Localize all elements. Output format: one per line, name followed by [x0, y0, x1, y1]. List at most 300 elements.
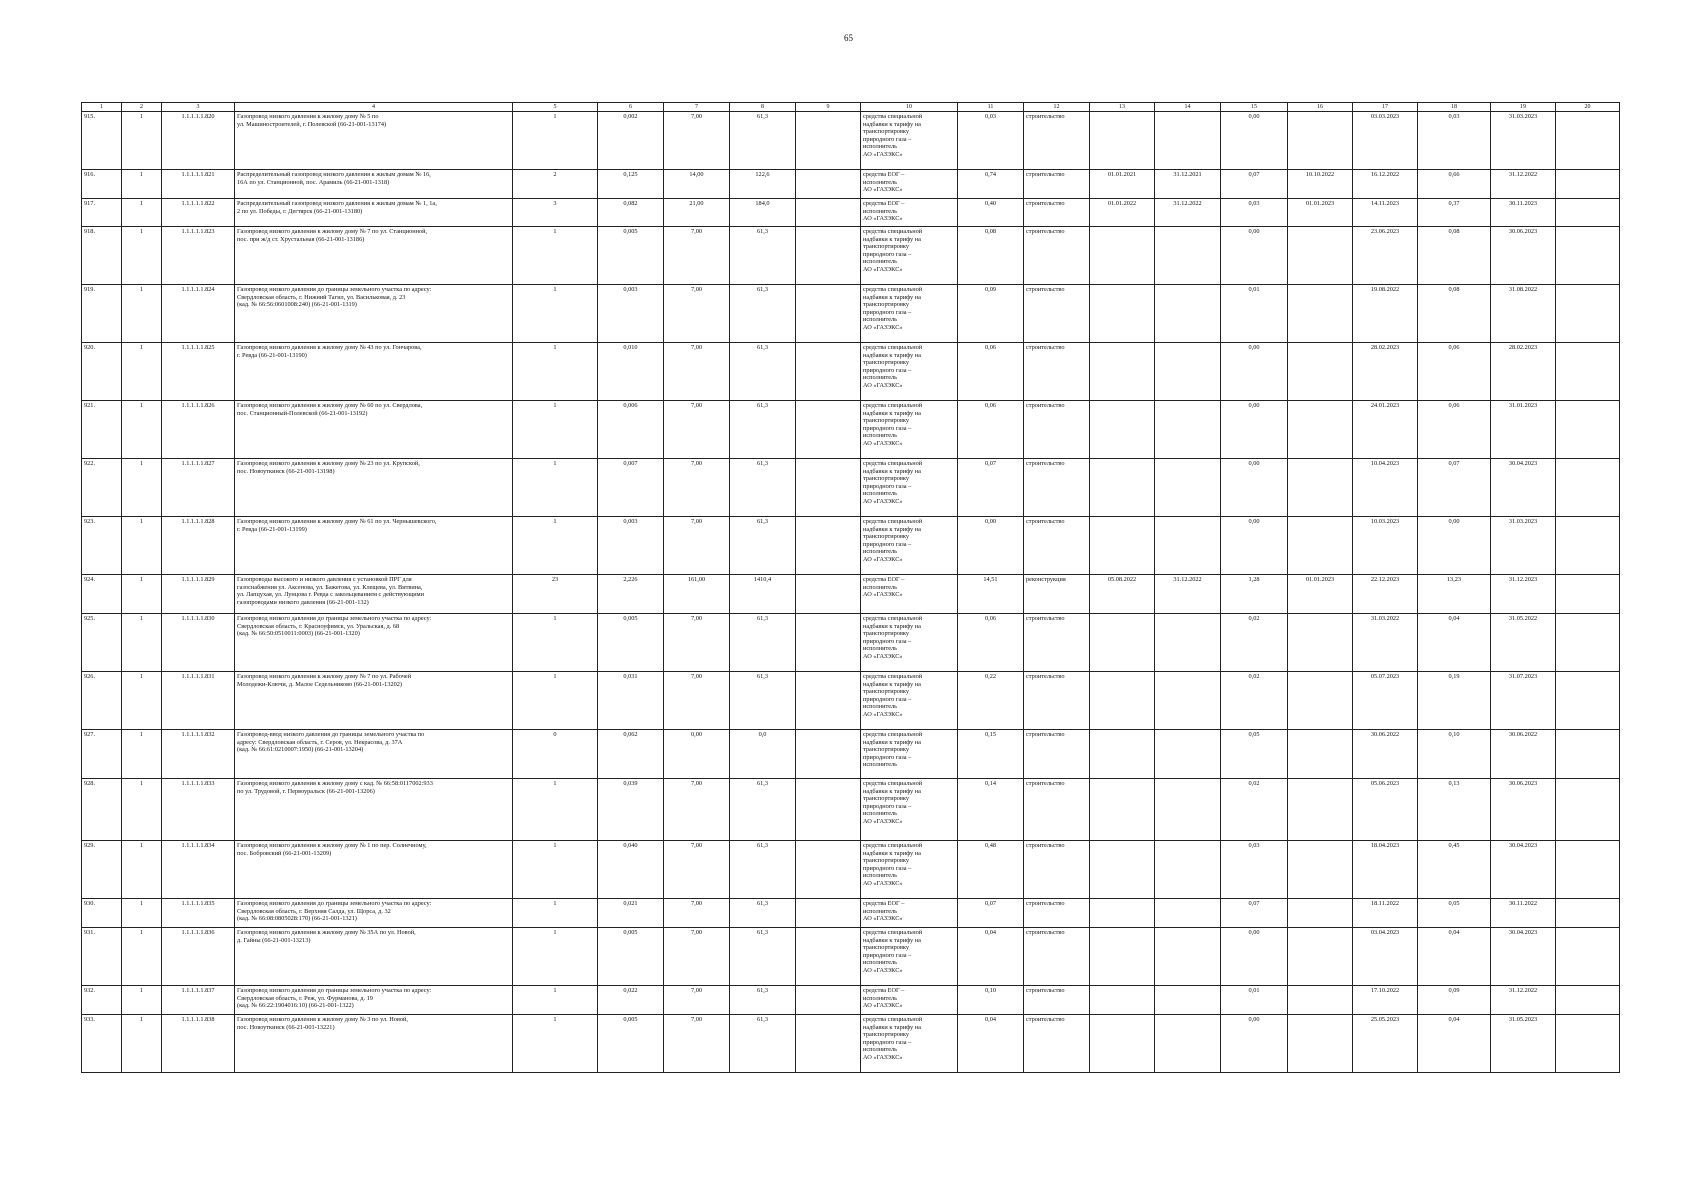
- table-row: [82, 1015, 1620, 1073]
- cell-c16: [1288, 1015, 1353, 1073]
- cell-c13: [1090, 459, 1155, 517]
- cell-type: строительство: [1024, 285, 1090, 343]
- cell-c7: 7,00: [664, 517, 730, 575]
- column-header-19: 19: [1491, 103, 1556, 112]
- cell-c13: [1090, 401, 1155, 459]
- cell-c13: [1090, 1015, 1155, 1073]
- cell-c8: 61,3: [730, 343, 796, 401]
- cell-name: Газопровод низкого давления к жилому дому № 7 по ул. Рабочей Молодежи-Ключи, д. Малое Седельниково (66-21-001-13202): [235, 672, 513, 730]
- cell-type: строительство: [1024, 227, 1090, 285]
- cell-code: 1.1.1.1.1.828: [162, 517, 235, 575]
- cell-type: строительство: [1024, 614, 1090, 672]
- table-row: [82, 841, 1620, 899]
- cell-c16: [1288, 227, 1353, 285]
- cell-n: 928.: [82, 779, 122, 841]
- cell-c5: 23: [513, 575, 598, 614]
- cell-c11: 0,06: [958, 614, 1024, 672]
- cell-type: строительство: [1024, 986, 1090, 1015]
- cell-n: 924.: [82, 575, 122, 614]
- investment-program-table: [81, 102, 1620, 1073]
- cell-c15: 0,02: [1221, 779, 1288, 841]
- cell-c11: 0,22: [958, 672, 1024, 730]
- cell-src: средства специальной надбавки к тарифу на транспортировку природного газа – исполнитель АО «ГАЗЭКС»: [861, 841, 958, 899]
- cell-c20: [1556, 899, 1620, 928]
- page-number: 65: [844, 33, 853, 43]
- cell-name: Газопровод низкого давления к жилому дому № 60 по ул. Свердлова, пос. Станционный-Полевской (66-21-001-13192): [235, 401, 513, 459]
- cell-c17: 18.11.2022: [1353, 899, 1418, 928]
- table-row: [82, 459, 1620, 517]
- table-row: [82, 199, 1620, 227]
- cell-c15: 0,02: [1221, 614, 1288, 672]
- cell-c13: [1090, 986, 1155, 1015]
- cell-c5: 1: [513, 459, 598, 517]
- cell-c11: 0,04: [958, 1015, 1024, 1073]
- cell-c13: [1090, 672, 1155, 730]
- cell-c7: 7,00: [664, 112, 730, 170]
- cell-c16: [1288, 899, 1353, 928]
- table-body: [82, 103, 1620, 1073]
- cell-c20: [1556, 986, 1620, 1015]
- cell-c11: 0,08: [958, 227, 1024, 285]
- cell-c8: 122,6: [730, 170, 796, 199]
- cell-c19: 31.05.2022: [1491, 614, 1556, 672]
- cell-c11: 0,04: [958, 928, 1024, 986]
- cell-c19: 30.06.2023: [1491, 779, 1556, 841]
- cell-c9: [796, 517, 861, 575]
- cell-c2: 1: [122, 928, 162, 986]
- cell-c16: [1288, 841, 1353, 899]
- column-header-12: 12: [1024, 103, 1090, 112]
- cell-c15: 0,00: [1221, 112, 1288, 170]
- column-header-10: 10: [861, 103, 958, 112]
- cell-type: строительство: [1024, 730, 1090, 779]
- cell-src: средства ЕОГ – исполнитель АО «ГАЗЭКС»: [861, 199, 958, 227]
- cell-c7: 7,00: [664, 614, 730, 672]
- cell-code: 1.1.1.1.1.831: [162, 672, 235, 730]
- column-header-8: 8: [730, 103, 796, 112]
- cell-n: 920.: [82, 343, 122, 401]
- cell-c9: [796, 1015, 861, 1073]
- cell-n: 915.: [82, 112, 122, 170]
- cell-name: Газопровод низкого давления до границы земельного участка по адресу: Свердловская область, г. Нижний Тагил, ул. Васильковая, д. 23 (кад. № 66:56:0601008:240) (66-21-001-1319): [235, 285, 513, 343]
- cell-c20: [1556, 779, 1620, 841]
- cell-c11: 0,74: [958, 170, 1024, 199]
- cell-code: 1.1.1.1.1.825: [162, 343, 235, 401]
- column-header-4: 4: [235, 103, 513, 112]
- cell-c15: 0,00: [1221, 401, 1288, 459]
- cell-c6: 0,006: [598, 401, 664, 459]
- cell-code: 1.1.1.1.1.820: [162, 112, 235, 170]
- cell-c17: 31.03.2022: [1353, 614, 1418, 672]
- cell-type: строительство: [1024, 779, 1090, 841]
- cell-c17: 10.03.2023: [1353, 517, 1418, 575]
- cell-c20: [1556, 730, 1620, 779]
- cell-c18: 0,13: [1418, 779, 1491, 841]
- cell-c8: 1410,4: [730, 575, 796, 614]
- cell-src: средства специальной надбавки к тарифу на транспортировку природного газа – исполнитель АО «ГАЗЭКС»: [861, 1015, 958, 1073]
- cell-c6: 0,002: [598, 112, 664, 170]
- cell-src: средства специальной надбавки к тарифу на транспортировку природного газа – исполнитель АО «ГАЗЭКС»: [861, 343, 958, 401]
- table-row: [82, 986, 1620, 1015]
- cell-c19: 30.06.2022: [1491, 730, 1556, 779]
- cell-c7: 7,00: [664, 227, 730, 285]
- cell-c13: [1090, 614, 1155, 672]
- cell-src: средства специальной надбавки к тарифу на транспортировку природного газа – исполнитель АО «ГАЗЭКС»: [861, 928, 958, 986]
- table-row: [82, 779, 1620, 841]
- cell-src: средства ЕОГ – исполнитель АО «ГАЗЭКС»: [861, 575, 958, 614]
- cell-c7: 7,00: [664, 285, 730, 343]
- cell-n: 931.: [82, 928, 122, 986]
- cell-c5: 3: [513, 199, 598, 227]
- cell-name: Газопровод низкого давления к жилому дому № 23 по ул. Крупской, пос. Новоуткинск (66-21-001-13198): [235, 459, 513, 517]
- cell-c11: 0,03: [958, 112, 1024, 170]
- cell-c8: 61,3: [730, 928, 796, 986]
- cell-c15: 0,03: [1221, 199, 1288, 227]
- cell-c9: [796, 459, 861, 517]
- cell-c13: [1090, 730, 1155, 779]
- cell-n: 932.: [82, 986, 122, 1015]
- cell-c8: 61,3: [730, 841, 796, 899]
- cell-c13: [1090, 112, 1155, 170]
- cell-c16: 01.01.2023: [1288, 199, 1353, 227]
- cell-src: средства специальной надбавки к тарифу на транспортировку природного газа – исполнитель: [861, 730, 958, 779]
- cell-type: строительство: [1024, 841, 1090, 899]
- cell-c9: [796, 841, 861, 899]
- cell-c5: 0: [513, 730, 598, 779]
- cell-name: Распределительный газопровод низкого давления к жилым домам № 16, 16А по ул. Станционной, пос. Арамиль (66-21-001-1318): [235, 170, 513, 199]
- table-row: [82, 517, 1620, 575]
- cell-name: Газопровод низкого давления к жилому дому № 43 по ул. Гончарова, г. Ревда (66-21-001-13190): [235, 343, 513, 401]
- cell-c11: 0,07: [958, 459, 1024, 517]
- cell-type: строительство: [1024, 112, 1090, 170]
- cell-src: средства ЕОГ – исполнитель АО «ГАЗЭКС»: [861, 899, 958, 928]
- cell-c8: 61,3: [730, 899, 796, 928]
- cell-c2: 1: [122, 986, 162, 1015]
- cell-c15: 0,07: [1221, 899, 1288, 928]
- cell-c17: 03.03.2023: [1353, 112, 1418, 170]
- cell-c14: 31.12.2022: [1155, 199, 1221, 227]
- cell-c18: 0,05: [1418, 899, 1491, 928]
- cell-name: Газопровод низкого давления к жилому дому № 1 по пер. Солнечному, пос. Бобровский (66-21-001-13209): [235, 841, 513, 899]
- cell-c20: [1556, 517, 1620, 575]
- cell-c6: 0,003: [598, 517, 664, 575]
- cell-c15: 0,00: [1221, 1015, 1288, 1073]
- cell-src: средства специальной надбавки к тарифу на транспортировку природного газа – исполнитель АО «ГАЗЭКС»: [861, 517, 958, 575]
- cell-c20: [1556, 285, 1620, 343]
- cell-name: Газопроводы высокого и низкого давления с установкой ПРГ для газоснабжения ул. Аксенова, ул. Бажегова, ул. Клещева, ул. Витвина, ул. Лапцухая, ул. Лунцова г. Ревда с закольцеванием с действующими газопроводами низкого давления (66-21-001-132): [235, 575, 513, 614]
- cell-c6: 0,040: [598, 841, 664, 899]
- cell-c18: 0,10: [1418, 730, 1491, 779]
- cell-c14: [1155, 614, 1221, 672]
- cell-c9: [796, 343, 861, 401]
- cell-c7: 7,00: [664, 928, 730, 986]
- cell-c14: [1155, 112, 1221, 170]
- cell-c18: 0,08: [1418, 285, 1491, 343]
- cell-src: средства специальной надбавки к тарифу на транспортировку природного газа – исполнитель АО «ГАЗЭКС»: [861, 285, 958, 343]
- cell-c5: 1: [513, 899, 598, 928]
- cell-src: средства специальной надбавки к тарифу на транспортировку природного газа – исполнитель АО «ГАЗЭКС»: [861, 401, 958, 459]
- cell-c7: 21,00: [664, 199, 730, 227]
- cell-c5: 1: [513, 614, 598, 672]
- cell-src: средства ЕОГ – исполнитель АО «ГАЗЭКС»: [861, 170, 958, 199]
- cell-type: строительство: [1024, 343, 1090, 401]
- cell-c8: 61,3: [730, 1015, 796, 1073]
- cell-c17: 03.04.2023: [1353, 928, 1418, 986]
- cell-c7: 7,00: [664, 779, 730, 841]
- cell-c13: [1090, 343, 1155, 401]
- cell-c13: [1090, 285, 1155, 343]
- cell-c9: [796, 928, 861, 986]
- cell-c8: 0,0: [730, 730, 796, 779]
- cell-c9: [796, 112, 861, 170]
- table-row: [82, 170, 1620, 199]
- cell-c7: 7,00: [664, 841, 730, 899]
- cell-c19: 30.04.2023: [1491, 459, 1556, 517]
- cell-c7: 7,00: [664, 401, 730, 459]
- cell-src: средства специальной надбавки к тарифу на транспортировку природного газа – исполнитель АО «ГАЗЭКС»: [861, 614, 958, 672]
- cell-code: 1.1.1.1.1.821: [162, 170, 235, 199]
- cell-c2: 1: [122, 401, 162, 459]
- cell-c18: 0,04: [1418, 1015, 1491, 1073]
- cell-c17: 22.12.2023: [1353, 575, 1418, 614]
- cell-c2: 1: [122, 343, 162, 401]
- cell-code: 1.1.1.1.1.827: [162, 459, 235, 517]
- cell-c5: 2: [513, 170, 598, 199]
- cell-c6: 2,226: [598, 575, 664, 614]
- cell-c20: [1556, 1015, 1620, 1073]
- cell-code: 1.1.1.1.1.833: [162, 779, 235, 841]
- cell-c17: 14.11.2023: [1353, 199, 1418, 227]
- cell-c15: 0,07: [1221, 170, 1288, 199]
- cell-c13: [1090, 779, 1155, 841]
- column-header-18: 18: [1418, 103, 1491, 112]
- cell-src: средства специальной надбавки к тарифу на транспортировку природного газа – исполнитель АО «ГАЗЭКС»: [861, 227, 958, 285]
- cell-code: 1.1.1.1.1.838: [162, 1015, 235, 1073]
- cell-c14: [1155, 517, 1221, 575]
- cell-c14: [1155, 841, 1221, 899]
- cell-n: 926.: [82, 672, 122, 730]
- cell-c17: 30.06.2022: [1353, 730, 1418, 779]
- cell-src: средства специальной надбавки к тарифу на транспортировку природного газа – исполнитель АО «ГАЗЭКС»: [861, 112, 958, 170]
- cell-c5: 1: [513, 401, 598, 459]
- cell-c17: 17.10.2022: [1353, 986, 1418, 1015]
- cell-c15: 0,01: [1221, 986, 1288, 1015]
- cell-c14: 31.12.2021: [1155, 170, 1221, 199]
- cell-c13: [1090, 227, 1155, 285]
- cell-c18: 0,09: [1418, 986, 1491, 1015]
- cell-code: 1.1.1.1.1.835: [162, 899, 235, 928]
- cell-code: 1.1.1.1.1.824: [162, 285, 235, 343]
- cell-c7: 161,00: [664, 575, 730, 614]
- cell-type: строительство: [1024, 672, 1090, 730]
- table-row: [82, 285, 1620, 343]
- cell-name: Газопровод низкого давления к жилому дому № 61 по ул. Чернышевского, г. Ревда (66-21-001-13199): [235, 517, 513, 575]
- cell-name: Газопровод низкого давления до границы земельного участка по адресу: Свердловская область, г. Реж, ул. Фурманова, д. 19 (кад. № 66:22:1904016:10) (66-21-001-1322): [235, 986, 513, 1015]
- cell-c19: 31.03.2023: [1491, 112, 1556, 170]
- cell-c14: 31.12.2022: [1155, 575, 1221, 614]
- cell-c2: 1: [122, 1015, 162, 1073]
- cell-code: 1.1.1.1.1.837: [162, 986, 235, 1015]
- cell-c15: 0,00: [1221, 928, 1288, 986]
- cell-c9: [796, 170, 861, 199]
- cell-name: Газопровод-ввод низкого давления до границы земельного участка по адресу: Свердловская область, г. Серов, ул. Некрасова, д. 37А (кад. № 66:61:0210007:1950) (66-21-001-13204): [235, 730, 513, 779]
- cell-c19: 31.12.2022: [1491, 986, 1556, 1015]
- cell-c5: 1: [513, 112, 598, 170]
- cell-c19: 30.06.2023: [1491, 227, 1556, 285]
- cell-c18: 0,06: [1418, 343, 1491, 401]
- cell-c19: 30.04.2023: [1491, 928, 1556, 986]
- cell-n: 923.: [82, 517, 122, 575]
- cell-c2: 1: [122, 779, 162, 841]
- cell-n: 933.: [82, 1015, 122, 1073]
- cell-c2: 1: [122, 285, 162, 343]
- cell-c13: [1090, 928, 1155, 986]
- cell-c2: 1: [122, 517, 162, 575]
- column-header-9: 9: [796, 103, 861, 112]
- cell-c15: 1,28: [1221, 575, 1288, 614]
- cell-name: Газопровод низкого давления к жилому дому № 5 по ул. Машиностроителей, г. Полевской (66-21-001-13174): [235, 112, 513, 170]
- cell-name: Газопровод низкого давления к жилому дому № 35А по ул. Новой, д. Гайны (66-21-001-13213): [235, 928, 513, 986]
- table-row: [82, 112, 1620, 170]
- cell-c13: 01.01.2021: [1090, 170, 1155, 199]
- cell-c2: 1: [122, 672, 162, 730]
- cell-c9: [796, 986, 861, 1015]
- column-header-20: 20: [1556, 103, 1620, 112]
- cell-c15: 0,00: [1221, 517, 1288, 575]
- cell-n: 922.: [82, 459, 122, 517]
- column-header-2: 2: [122, 103, 162, 112]
- cell-n: 930.: [82, 899, 122, 928]
- cell-c5: 1: [513, 928, 598, 986]
- cell-c2: 1: [122, 841, 162, 899]
- cell-c7: 7,00: [664, 459, 730, 517]
- cell-c16: [1288, 285, 1353, 343]
- cell-code: 1.1.1.1.1.822: [162, 199, 235, 227]
- cell-c16: [1288, 459, 1353, 517]
- cell-c6: 0,082: [598, 199, 664, 227]
- cell-c8: 61,3: [730, 986, 796, 1015]
- cell-c20: [1556, 459, 1620, 517]
- cell-type: строительство: [1024, 517, 1090, 575]
- cell-c6: 0,005: [598, 928, 664, 986]
- cell-c15: 0,05: [1221, 730, 1288, 779]
- cell-c20: [1556, 575, 1620, 614]
- cell-c18: 0,66: [1418, 170, 1491, 199]
- cell-c20: [1556, 614, 1620, 672]
- cell-c5: 1: [513, 285, 598, 343]
- cell-name: Газопровод низкого давления к жилому дому № 7 по ул. Станционной, пос. при ж/д ст. Хрустальная (66-21-001-13186): [235, 227, 513, 285]
- cell-c11: 0,06: [958, 343, 1024, 401]
- cell-c19: 31.01.2023: [1491, 401, 1556, 459]
- cell-type: строительство: [1024, 899, 1090, 928]
- cell-src: средства специальной надбавки к тарифу на транспортировку природного газа – исполнитель АО «ГАЗЭКС»: [861, 672, 958, 730]
- cell-n: 917.: [82, 199, 122, 227]
- cell-c16: [1288, 672, 1353, 730]
- cell-c6: 0,005: [598, 1015, 664, 1073]
- cell-c6: 0,007: [598, 459, 664, 517]
- cell-c17: 05.06.2023: [1353, 779, 1418, 841]
- cell-c16: [1288, 343, 1353, 401]
- cell-c8: 61,3: [730, 227, 796, 285]
- cell-c14: [1155, 401, 1221, 459]
- cell-c18: 0,03: [1418, 112, 1491, 170]
- cell-name: Газопровод низкого давления до границы земельного участка по адресу: Свердловская область, г. Красноуфимск, ул. Уральская, д. 68 (кад. № 66:50:0510011:0003) (66-21-001-1320): [235, 614, 513, 672]
- table-row: [82, 928, 1620, 986]
- cell-c8: 61,3: [730, 285, 796, 343]
- cell-c20: [1556, 112, 1620, 170]
- cell-src: средства специальной надбавки к тарифу на транспортировку природного газа – исполнитель АО «ГАЗЭКС»: [861, 779, 958, 841]
- cell-c7: 7,00: [664, 986, 730, 1015]
- column-header-6: 6: [598, 103, 664, 112]
- cell-n: 916.: [82, 170, 122, 199]
- cell-c19: 31.12.2023: [1491, 575, 1556, 614]
- cell-c14: [1155, 779, 1221, 841]
- cell-c11: 0,10: [958, 986, 1024, 1015]
- cell-code: 1.1.1.1.1.829: [162, 575, 235, 614]
- cell-c16: [1288, 112, 1353, 170]
- cell-n: 927.: [82, 730, 122, 779]
- cell-c6: 0,031: [598, 672, 664, 730]
- cell-c13: [1090, 899, 1155, 928]
- cell-c16: [1288, 928, 1353, 986]
- table-row: [82, 730, 1620, 779]
- cell-c19: 28.02.2023: [1491, 343, 1556, 401]
- cell-c11: 0,14: [958, 779, 1024, 841]
- cell-c11: 0,00: [958, 517, 1024, 575]
- cell-c5: 1: [513, 986, 598, 1015]
- cell-c11: 14,51: [958, 575, 1024, 614]
- cell-c5: 1: [513, 517, 598, 575]
- cell-type: строительство: [1024, 459, 1090, 517]
- cell-c9: [796, 285, 861, 343]
- cell-c6: 0,022: [598, 986, 664, 1015]
- cell-c6: 0,005: [598, 614, 664, 672]
- cell-c8: 61,3: [730, 779, 796, 841]
- cell-c18: 0,04: [1418, 928, 1491, 986]
- cell-c15: 0,00: [1221, 343, 1288, 401]
- cell-c11: 0,09: [958, 285, 1024, 343]
- cell-type: строительство: [1024, 1015, 1090, 1073]
- cell-c14: [1155, 459, 1221, 517]
- cell-c19: 30.04.2023: [1491, 841, 1556, 899]
- cell-c19: 31.05.2023: [1491, 1015, 1556, 1073]
- cell-c2: 1: [122, 112, 162, 170]
- cell-c11: 0,40: [958, 199, 1024, 227]
- table-row: [82, 343, 1620, 401]
- cell-name: Распределительный газопровод низкого давления к жилым домам № 1, 1а, 2 по ул. Победы, г. Дегтярск (66-21-001-13180): [235, 199, 513, 227]
- cell-c9: [796, 779, 861, 841]
- cell-c15: 0,02: [1221, 672, 1288, 730]
- cell-name: Газопровод низкого давления к жилому дому с кад. № 66:58:0117002:933 по ул. Трудовой, г. Первоуральск (66-21-001-13206): [235, 779, 513, 841]
- cell-c6: 0,021: [598, 899, 664, 928]
- table-row: [82, 614, 1620, 672]
- cell-c6: 0,010: [598, 343, 664, 401]
- column-header-1: 1: [82, 103, 122, 112]
- cell-code: 1.1.1.1.1.836: [162, 928, 235, 986]
- cell-c14: [1155, 730, 1221, 779]
- cell-c14: [1155, 227, 1221, 285]
- cell-c7: 7,00: [664, 1015, 730, 1073]
- cell-code: 1.1.1.1.1.832: [162, 730, 235, 779]
- cell-c6: 0,062: [598, 730, 664, 779]
- cell-c5: 1: [513, 1015, 598, 1073]
- cell-c18: 0,07: [1418, 459, 1491, 517]
- cell-c14: [1155, 285, 1221, 343]
- cell-c9: [796, 899, 861, 928]
- cell-c9: [796, 730, 861, 779]
- cell-c13: 01.01.2022: [1090, 199, 1155, 227]
- cell-c7: 7,00: [664, 899, 730, 928]
